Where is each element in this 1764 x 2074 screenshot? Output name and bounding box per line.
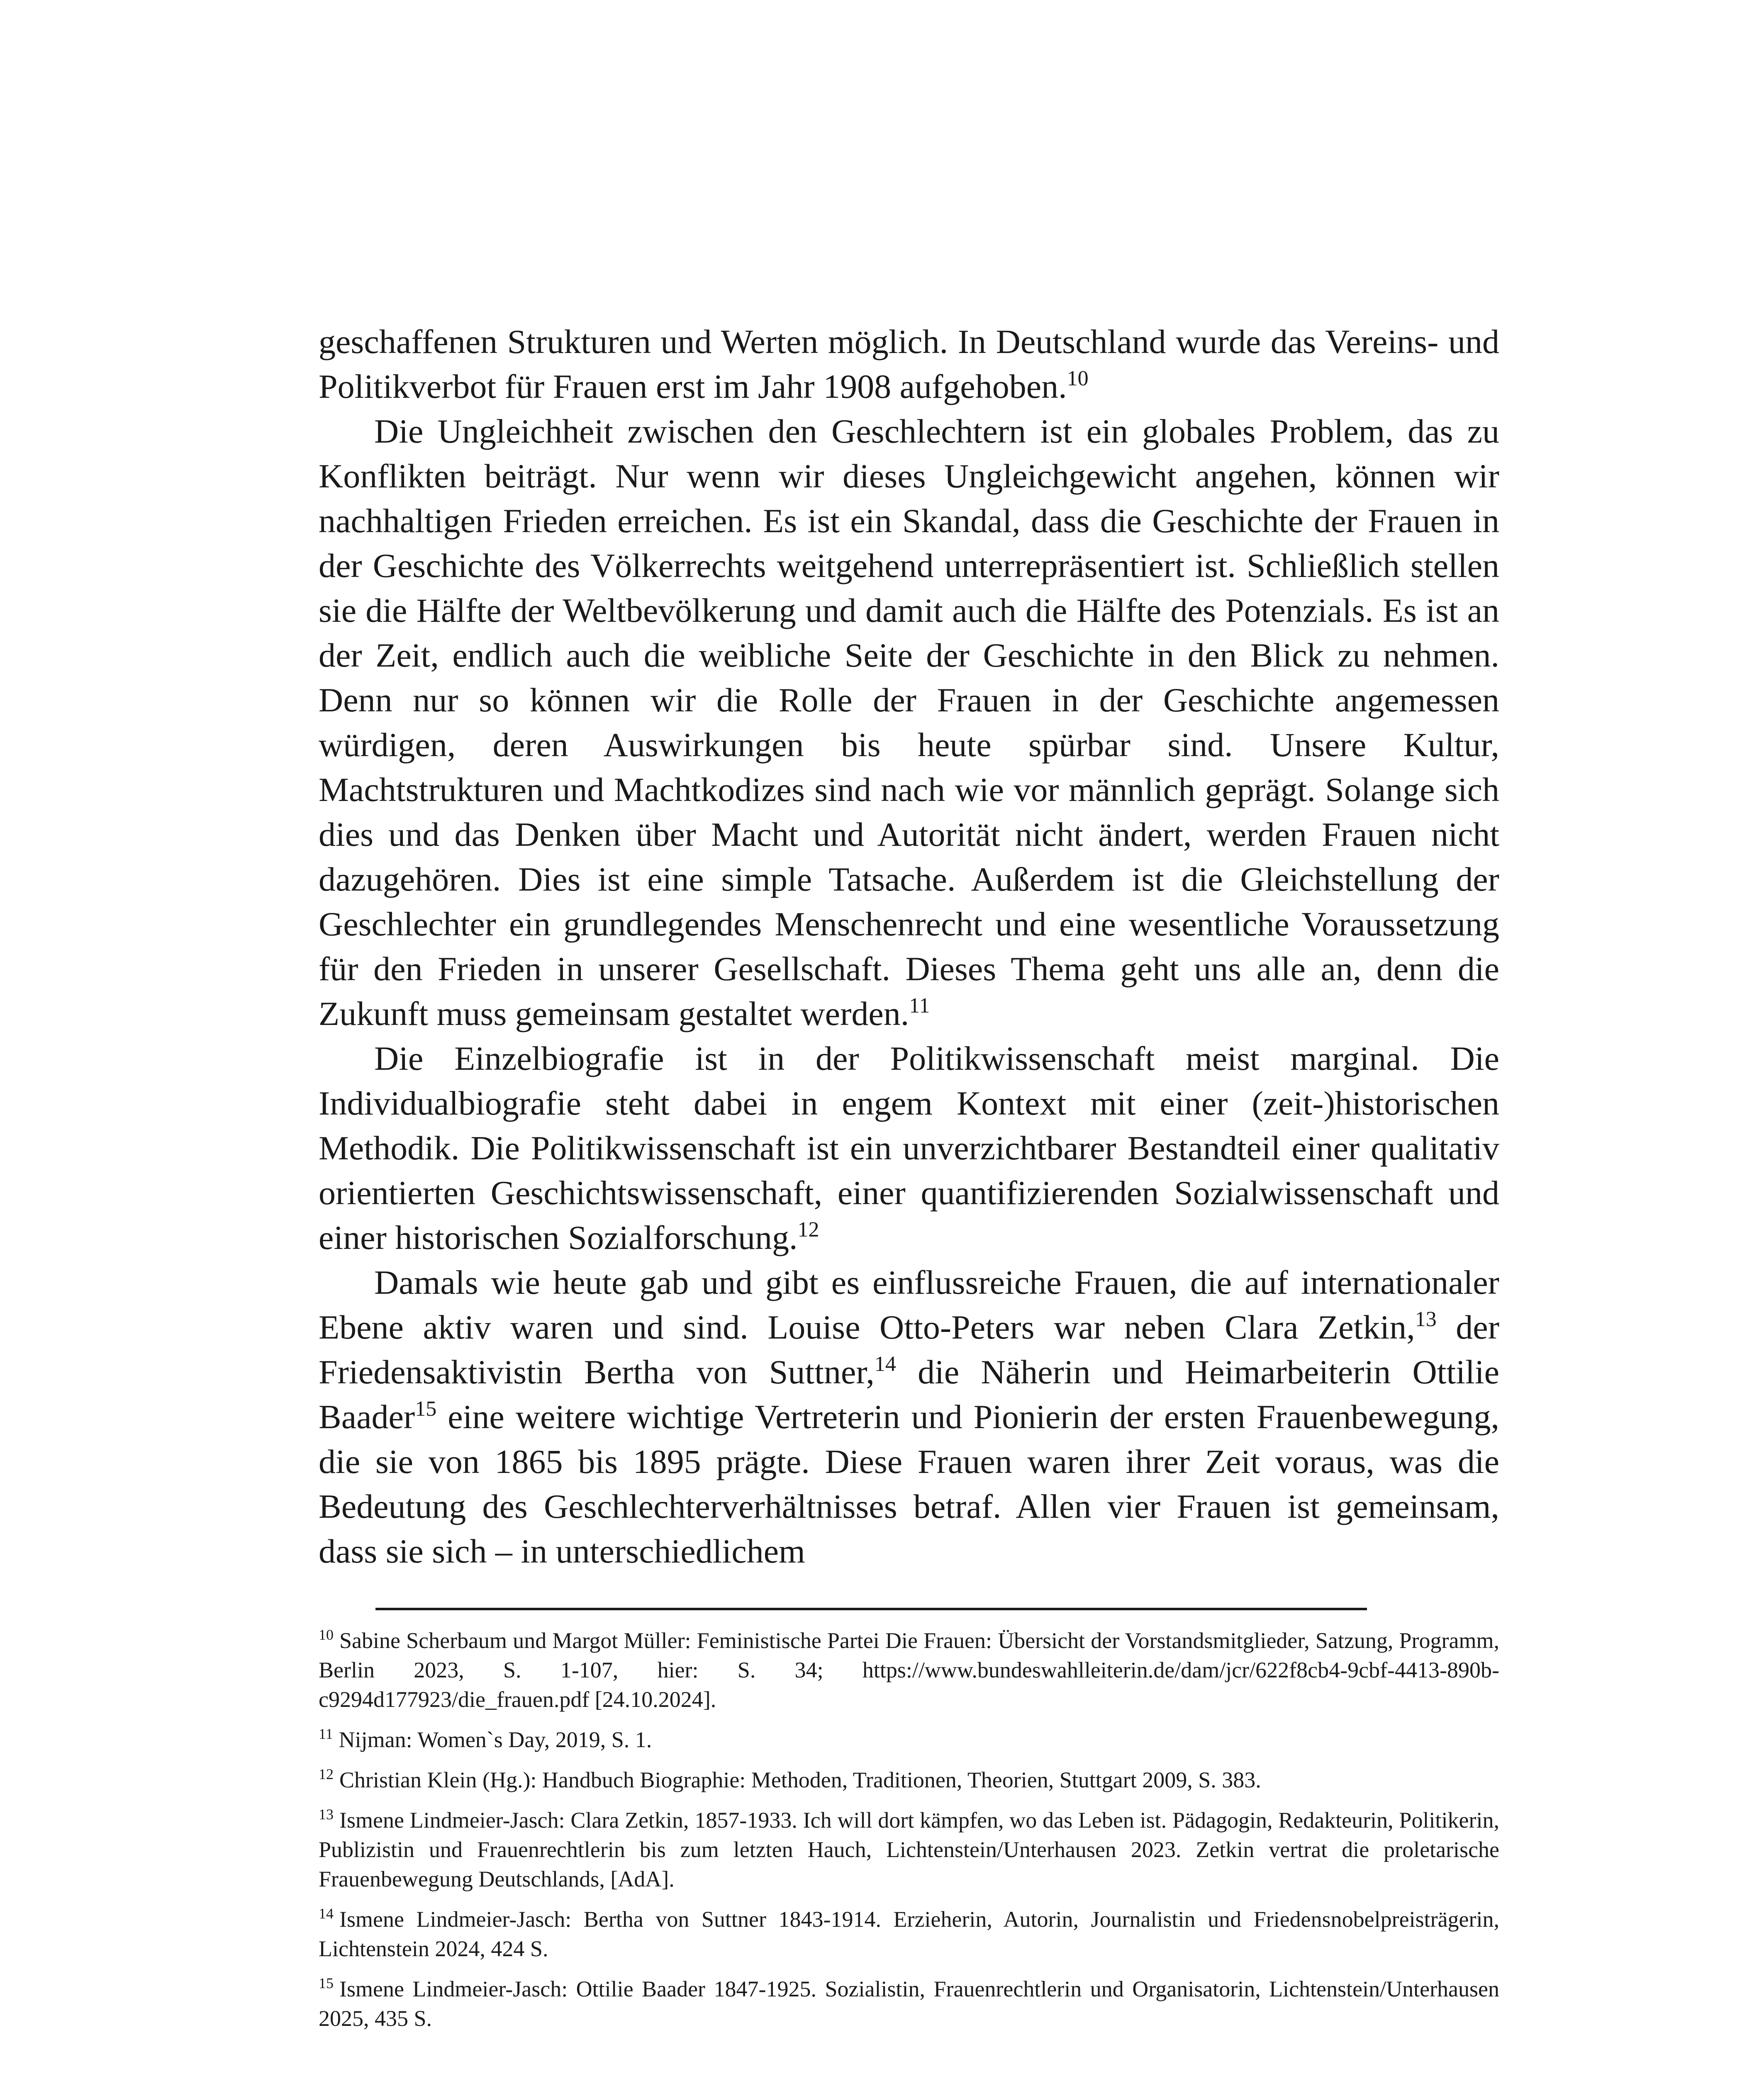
paragraph-3 [319,1036,1499,1260]
footnote-12 [319,1765,1499,1795]
footnote-10 [319,1626,1499,1714]
body-text [319,319,1499,1574]
footnote-text: Ismene Lindmeier-Jasch: Bertha von Suttner 1843-1914. Erzieherin, Autorin, Journalistin und Friedensnobelpreisträgerin, Lichtenstein 2024, 424 S. [319,1907,1499,1961]
paragraph-4 [319,1260,1499,1574]
footnote-15 [319,1974,1499,2033]
footnote-number: 13 [319,1806,334,1823]
footnote-ref-11[interactable]: 11 [909,994,930,1018]
footnote-ref-14[interactable]: 14 [874,1352,896,1376]
paragraph-3-text: Die Einzelbiografie ist in der Politikwissenschaft meist marginal. Die Individualbiografie steht dabei in engem Kontext mit einer (zeit-)historischen Methodik. Die Politikwissenschaft ist ein unverzichtbarer Bestandteil einer qualitativ orientierten Geschichtswissenschaft, einer quantifizierenden Sozialwissenschaft und einer historischen Sozialforschung. [319,1039,1499,1256]
footnote-ref-12[interactable]: 12 [797,1218,819,1241]
paragraph-4-text-c: die Näherin und Heimarbeiterin Ottilie Baader [319,1353,1499,1436]
paragraph-1 [319,319,1499,409]
footnote-13 [319,1806,1499,1894]
footnote-text: Ismene Lindmeier-Jasch: Clara Zetkin, 1857-1933. Ich will dort kämpfen, wo das Leben ist. Pädagogin, Redakteurin, Politikerin, Publizistin und Frauenrechtlerin bis zum letzten Hauch, Lichtenstein/Unterhausen 2023. Zetkin vertrat die proletarische Frauenbewegung Deutschlands, [AdA]. [319,1808,1499,1891]
paragraph-2-text: Die Ungleichheit zwischen den Geschlechtern ist ein globales Problem, das zu Konflikten beiträgt. Nur wenn wir dieses Ungleichgewicht angehen, können wir nachhaltigen Frieden erreichen. Es ist ein Skandal, dass die Geschichte der Frauen in der Geschichte des Völkerrechts weitgehend unterrepräsentiert ist. Schließlich stellen sie die Hälfte der Weltbevölkerung und damit auch die Hälfte des Potenzials. Es ist an der Zeit, endlich auch die weibliche Seite der Geschichte in den Blick zu nehmen. Denn nur so können wir die Rolle der Frauen in der Geschichte angemessen würdigen, deren Auswirkungen bis heute spürbar sind. Unsere Kultur, Machtstrukturen und Machtkodizes sind nach wie vor männlich geprägt. Solange sich dies und das Denken über Macht und Autorität nicht ändert, werden Frauen nicht dazugehören. Dies ist eine simple Tatsache. Außerdem ist die Gleichstellung der Geschlechter ein grundlegendes Menschenrecht und eine wesentliche Voraussetzung für den Frieden in unserer Gesellschaft. Dieses Thema geht uns alle an, denn die Zukunft muss gemeinsam gestaltet werden. [319,412,1499,1032]
footnote-ref-10[interactable]: 10 [1067,367,1089,390]
paragraph-1-text: geschaffenen Strukturen und Werten möglich. In Deutschland wurde das Vereins- und Politikverbot für Frauen erst im Jahr 1908 aufgehoben. [319,323,1499,405]
footnote-14 [319,1905,1499,1964]
footnote-number: 12 [319,1766,334,1782]
footnote-separator [375,1608,1367,1610]
footnote-text: Ismene Lindmeier-Jasch: Ottilie Baader 1847-1925. Sozialistin, Frauenrechtlerin und Organisatorin, Lichtenstein/Unterhausen 2025, 435 S. [319,1977,1499,2031]
footnote-number: 11 [319,1726,333,1742]
footnotes [319,1626,1499,2044]
footnote-number: 14 [319,1905,334,1922]
paragraph-4-text-d: eine weitere wichtige Vertreterin und Pionierin der ersten Frauenbewegung, die sie von 1865 bis 1895 prägte. Diese Frauen waren ihrer Zeit voraus, was die Bedeutung des Geschlechterverhältnisses betraf. Allen vier Frauen ist gemeinsam, dass sie sich – in unterschiedlichem [319,1398,1499,1570]
paragraph-4-text-a: Damals wie heute gab und gibt es einflussreiche Frauen, die auf internationaler Ebene aktiv waren und sind. Louise Otto-Peters war neben Clara Zetkin, [319,1263,1499,1346]
footnote-number: 10 [319,1626,334,1643]
paragraph-2 [319,409,1499,1036]
footnote-ref-13[interactable]: 13 [1415,1307,1437,1331]
footnote-text: Sabine Scherbaum und Margot Müller: Feministische Partei Die Frauen: Übersicht der Vorstandsmitglieder, Satzung, Programm, Berlin 2023, S. 1-107, hier: S. 34; https://www.bundeswahlleiterin.de/dam/jcr/622f8cb4-9cbf-4413-890b-c9294d177923/die_frauen.pdf [24.10.2024]. [319,1628,1499,1712]
footnote-text: Nijman: Women`s Day, 2019, S. 1. [339,1727,652,1752]
footnote-number: 15 [319,1975,334,1991]
footnote-ref-15[interactable]: 15 [415,1397,437,1421]
footnote-11 [319,1725,1499,1755]
footnote-text: Christian Klein (Hg.): Handbuch Biographie: Methoden, Traditionen, Theorien, Stuttgart 2009, S. 383. [339,1767,1261,1792]
paragraph-4-text-b: der Friedensaktivistin Bertha von Suttner, [319,1308,1500,1391]
